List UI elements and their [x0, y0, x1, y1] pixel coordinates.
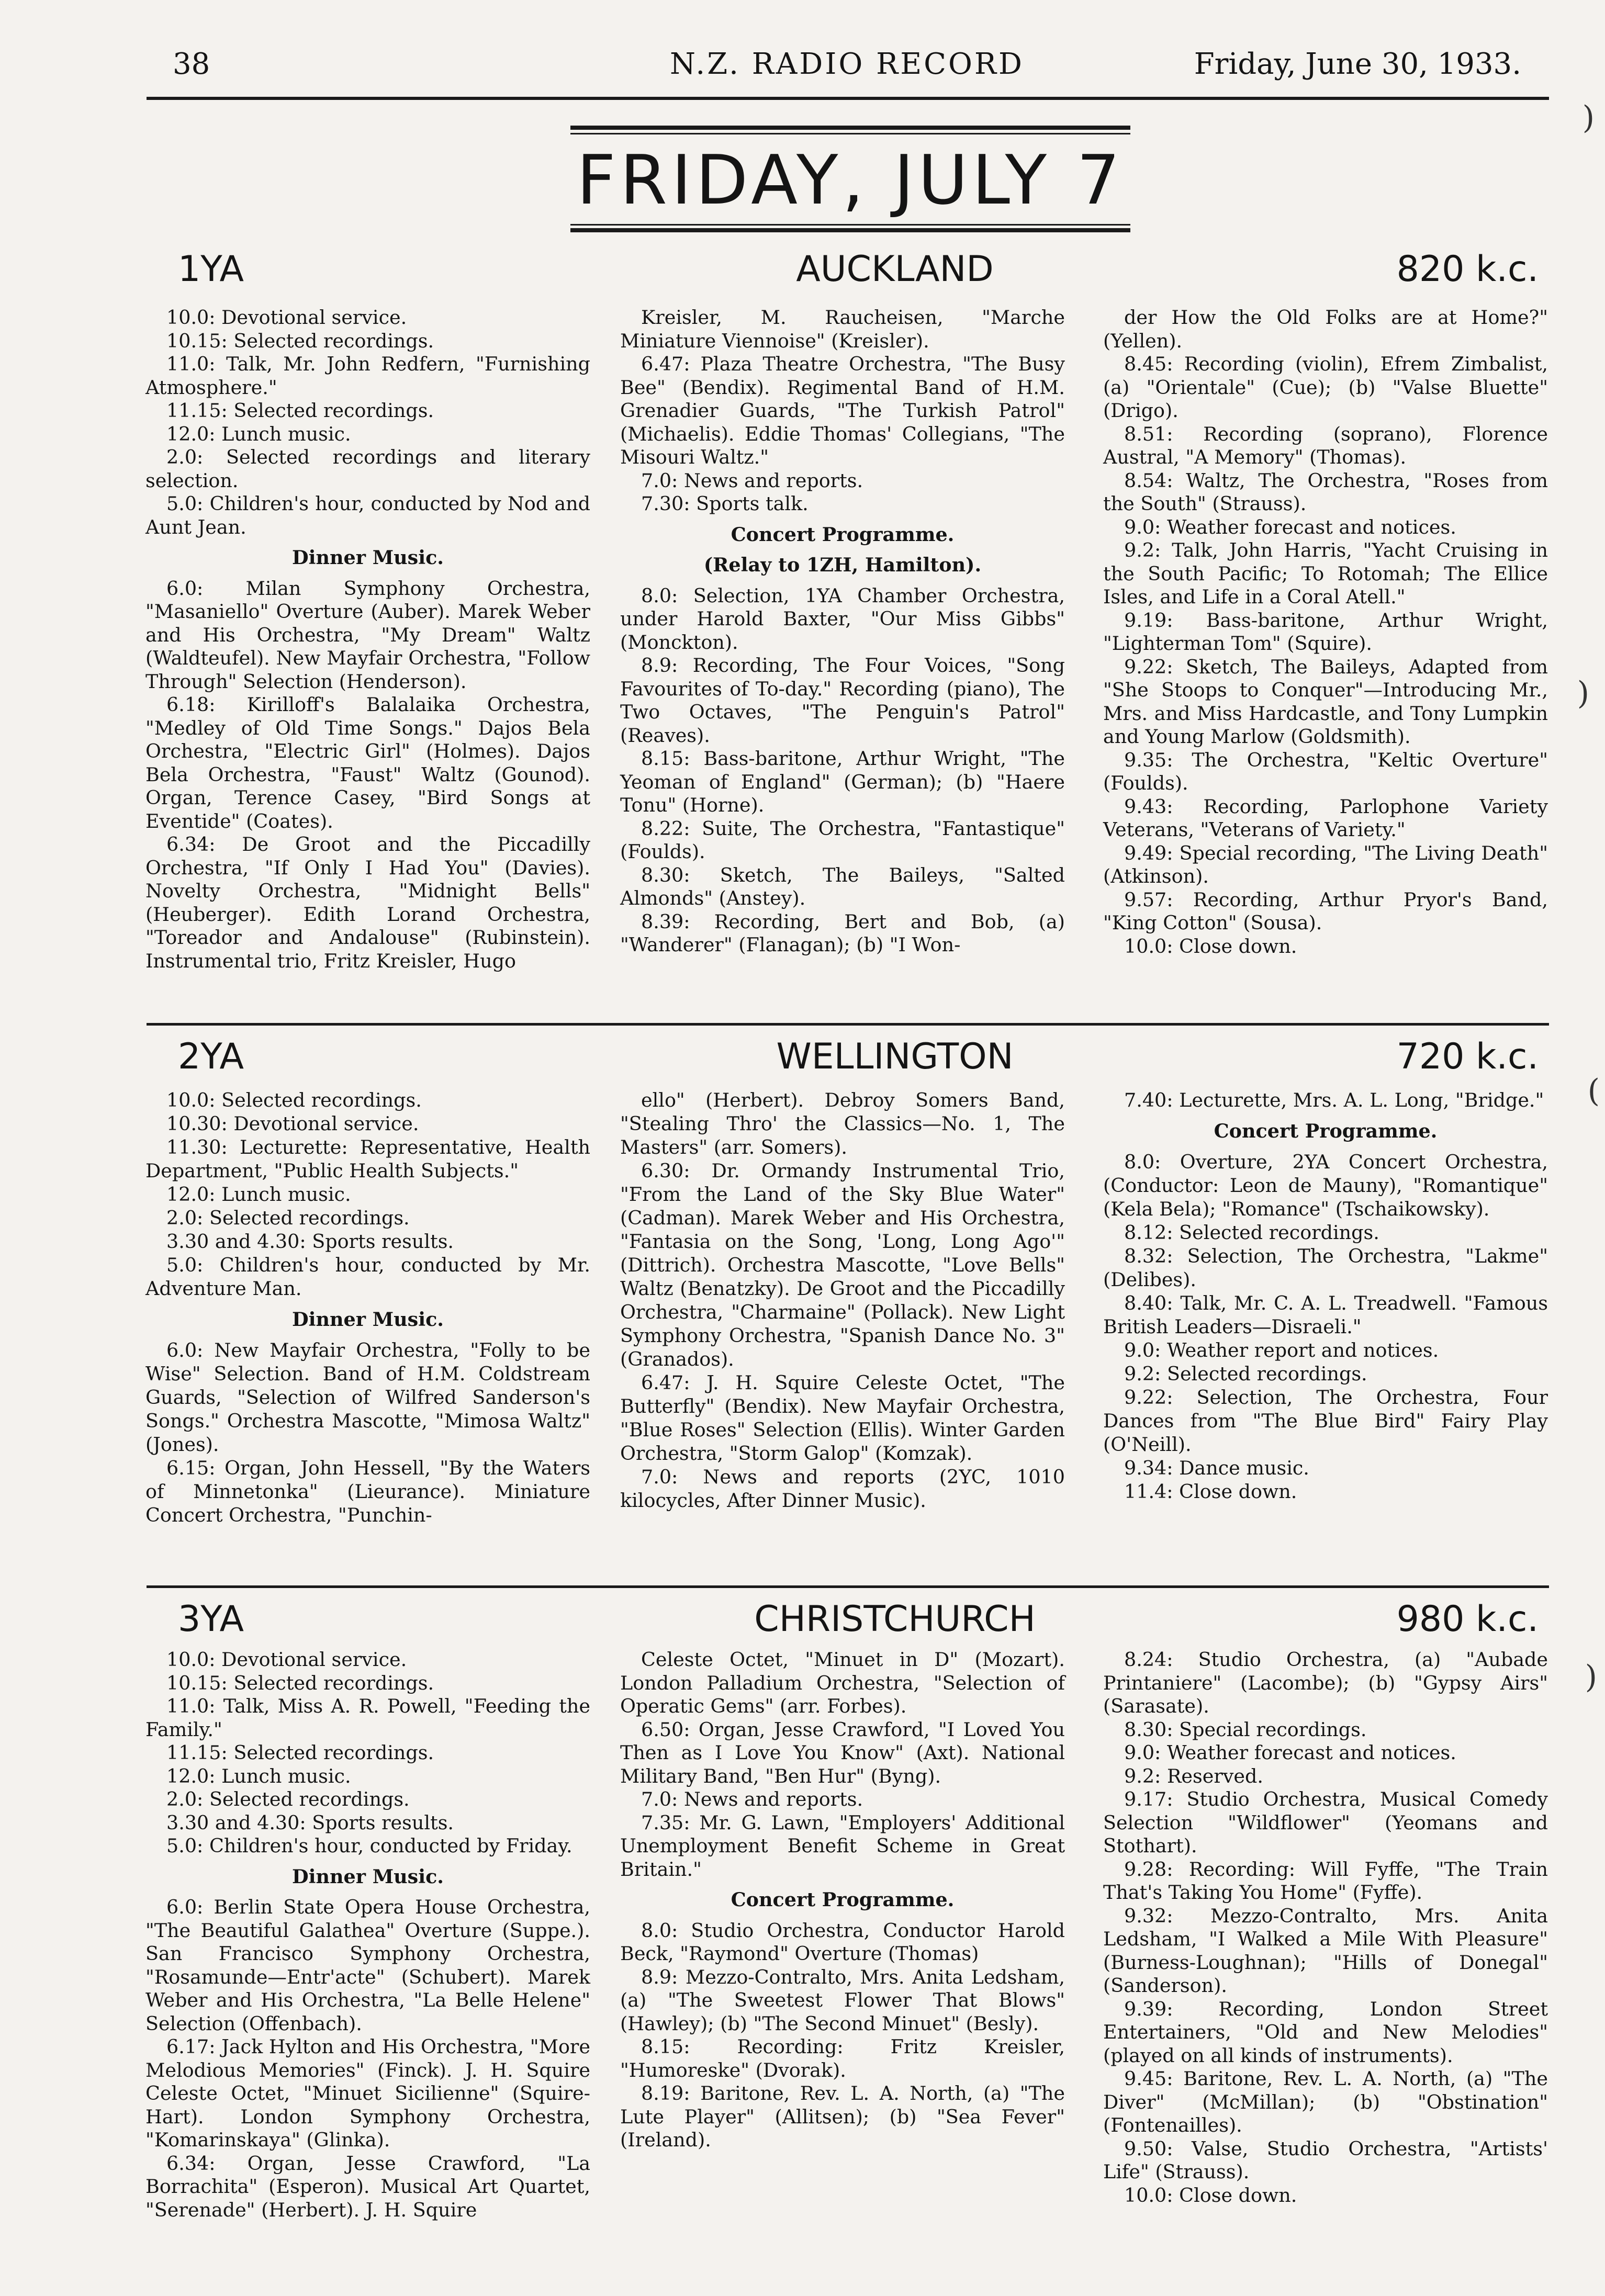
programme-entry: 8.54: Waltz, The Orchestra, "Roses from the South" (Strauss).: [1103, 469, 1548, 515]
programme-entry: 7.0: News and reports.: [641, 469, 863, 492]
programme-entry: 8.9: Mezzo-Contralto, Mrs. Anita Ledsham, (a) "The Sweetest Flower That Blows" (Hawley); (b) "The Second Minuet" (Besly).: [620, 1965, 1065, 2035]
programme-entry: 6.47: Plaza Theatre Orchestra, "The Busy Bee" (Bendix). Regimental Band of H.M. Grenadier Guards, "The Turkish Patrol" (Michaelis). Eddie Thomas' Collegians, "The Misouri Waltz.": [620, 353, 1065, 468]
publication-name: N.Z. RADIO RECORD: [670, 47, 1024, 81]
programme-entry: 6.0: New Mayfair Orchestra, "Folly to be Wise" Selection. Band of H.M. Coldstream Guards, "Selection of Wilfred Sanderson's Songs." Orchestra Mascotte, "Mimosa Waltz" (Jones).: [145, 1339, 590, 1456]
station-frequency: 820 k.c.: [1396, 249, 1539, 290]
title-rule-bottom-thin: [570, 224, 1130, 226]
programme-subheading: Dinner Music.: [291, 1865, 444, 1888]
programme-entry: 9.34: Dance music.: [1124, 1457, 1309, 1479]
programme-entry: 11.30: Lecturette: Representative, Health Department, "Public Health Subjects.": [145, 1136, 590, 1182]
programme-subheading: (Relay to 1ZH, Hamilton).: [703, 554, 982, 576]
header-rule: [147, 97, 1549, 100]
programme-entry: 6.0: Berlin State Opera House Orchestra, "The Beautiful Galathea" Overture (Suppe.). San Francisco Symphony Orchestra, "Rosamunde—Entr'acte" (Schubert). Marek Weber and His Orchestra, "La Belle Helene" Selection (Offenbach).: [145, 1896, 590, 2035]
programme-entry: 8.12: Selected recordings.: [1124, 1221, 1379, 1244]
programme-entry: 9.17: Studio Orchestra, Musical Comedy Selection "Wildflower" (Yeomans and Stothart).: [1103, 1788, 1548, 1857]
scan-edge-mark: ): [1585, 1659, 1597, 1695]
programme-entry: 6.18: Kirilloff's Balalaika Orchestra, "Medley of Old Time Songs." Dajos Bela Orchestra, "Electric Girl" (Holmes). Dajos Bela Orchestra, "Faust" Waltz (Gounod). Organ, Terence Casey, "Bird Songs at Eventide" (Coates).: [145, 693, 590, 832]
issue-date: Friday, June 30, 1933.: [1194, 47, 1521, 81]
programme-entry: 6.47: J. H. Squire Celeste Octet, "The Butterfly" (Bendix). New Mayfair Orchestra, "Blue Roses" Selection (Ellis). Winter Garden Orchestra, "Storm Galop" (Komzak).: [620, 1371, 1065, 1465]
programme-entry: 8.32: Selection, The Orchestra, "Lakme" (Delibes).: [1103, 1245, 1548, 1291]
programme-entry: 9.28: Recording: Will Fyffe, "The Train That's Taking You Home" (Fyffe).: [1103, 1858, 1548, 1904]
programme-entry: 8.19: Baritone, Rev. L. A. North, (a) "The Lute Player" (Allitsen); (b) "Sea Fever" (Ireland).: [620, 2082, 1065, 2151]
station-city: WELLINGTON: [776, 1036, 1014, 1077]
programme-column-3ya-2: [620, 1648, 1065, 2152]
programme-entry: Celeste Octet, "Minuet in D" (Mozart). London Palladium Orchestra, "Selection of Operatic Gems" (arr. Forbes).: [620, 1648, 1065, 1717]
programme-subheading: Dinner Music.: [291, 546, 444, 569]
programme-entry: 6.30: Dr. Ormandy Instrumental Trio, "From the Land of the Sky Blue Water" (Cadman). Marek Weber and His Orchestra, "Fantasia on the Song, 'Long, Long Ago'" (Dittrich). Orchestra Mascotte, "Love Bells" Waltz (Benatzky). De Groot and the Piccadilly Orchestra, "Charmaine" (Pollack). New Light Symphony Orchestra, "Spanish Dance No. 3" (Granados).: [620, 1160, 1065, 1370]
programme-entry: 5.0: Children's hour, conducted by Friday.: [166, 1834, 573, 1857]
programme-entry: 9.0: Weather forecast and notices.: [1124, 1741, 1456, 1764]
programme-entry: 10.15: Selected recordings.: [166, 1671, 434, 1694]
programme-entry: 8.30: Sketch, The Baileys, "Salted Almonds" (Anstey).: [620, 863, 1065, 909]
programme-entry: 9.22: Selection, The Orchestra, Four Dances from "The Blue Bird" Fairy Play (O'Neill).: [1103, 1386, 1548, 1456]
programme-entry: 8.9: Recording, The Four Voices, "Song Favourites of To-day." Recording (piano), The Two Octaves, "The Penguin's Patrol" (Reaves).: [620, 654, 1065, 747]
programme-entry: 11.0: Talk, Miss A. R. Powell, "Feeding the Family.": [145, 1695, 590, 1741]
programme-column-1ya-1: [145, 306, 590, 973]
programme-column-2ya-1: [145, 1088, 590, 1527]
page-number: 38: [173, 47, 210, 81]
programme-entry: 5.0: Children's hour, conducted by Mr. Adventure Man.: [145, 1254, 590, 1300]
programme-entry: 10.0: Close down.: [1124, 2184, 1297, 2207]
programme-column-3ya-1: [145, 1648, 590, 2222]
programme-entry: 9.19: Bass-baritone, Arthur Wright, "Lighterman Tom" (Squire).: [1103, 609, 1548, 655]
programme-entry: 3.30 and 4.30: Sports results.: [166, 1230, 454, 1253]
programme-entry: 6.17: Jack Hylton and His Orchestra, "More Melodious Memories" (Finck). J. H. Squire Celeste Octet, "Minuet Sicilienne" (Squire-Hart). London Symphony Orchestra, "Komarinskaya" (Glinka).: [145, 2035, 590, 2151]
title-rule-top: [570, 126, 1130, 130]
programme-entry: Kreisler, M. Raucheisen, "Marche Miniature Viennoise" (Kreisler).: [620, 306, 1065, 352]
programme-entry: 10.0: Devotional service.: [166, 306, 407, 329]
programme-entry: 2.0: Selected recordings.: [166, 1207, 410, 1229]
programme-entry: 12.0: Lunch music.: [166, 1183, 351, 1206]
programme-entry: 9.2: Selected recordings.: [1124, 1363, 1367, 1385]
programme-entry: 10.30: Devotional service.: [166, 1112, 419, 1135]
programme-entry: 11.15: Selected recordings.: [166, 1741, 434, 1764]
programme-entry: 11.4: Close down.: [1124, 1480, 1297, 1503]
scan-edge-mark: (: [1587, 1073, 1600, 1109]
programme-entry: 8.39: Recording, Bert and Bob, (a) "Wanderer" (Flanagan); (b) "I Won-: [620, 910, 1065, 956]
programme-entry: 3.30 and 4.30: Sports results.: [166, 1811, 454, 1834]
page-header: [157, 42, 1532, 84]
programme-entry: 7.0: News and reports.: [641, 1788, 863, 1810]
programme-entry: 11.0: Talk, Mr. John Redfern, "Furnishing Atmosphere.": [145, 353, 590, 399]
station-header-2ya: [178, 1031, 1539, 1083]
programme-entry: 7.0: News and reports (2YC, 1010 kilocycles, After Dinner Music).: [620, 1466, 1065, 1512]
programme-entry: 2.0: Selected recordings and literary selection.: [145, 446, 590, 492]
station-city: CHRISTCHURCH: [754, 1599, 1036, 1640]
programme-entry: 9.57: Recording, Arthur Pryor's Band, "King Cotton" (Sousa).: [1103, 888, 1548, 934]
programme-entry: 9.50: Valse, Studio Orchestra, "Artists' Life" (Strauss).: [1103, 2137, 1548, 2183]
programme-entry: 7.35: Mr. G. Lawn, "Employers' Additional Unemployment Benefit Scheme in Great Britain.": [620, 1811, 1065, 1881]
programme-entry: 8.22: Suite, The Orchestra, "Fantastique" (Foulds).: [620, 817, 1065, 863]
programme-column-2ya-3: [1103, 1088, 1548, 1503]
programme-entry: 9.2: Reserved.: [1124, 1764, 1263, 1787]
programme-entry: der How the Old Folks are at Home?" (Yellen).: [1103, 306, 1548, 352]
programme-entry: 11.15: Selected recordings.: [166, 399, 434, 422]
programme-entry: 10.15: Selected recordings.: [166, 329, 434, 352]
programme-entry: 8.15: Bass-baritone, Arthur Wright, "The Yeoman of England" (German); (b) "Haere Tonu" (Horne).: [620, 747, 1065, 816]
station-header-3ya: [178, 1593, 1539, 1646]
programme-entry: 8.0: Selection, 1YA Chamber Orchestra, under Harold Baxter, "Our Miss Gibbs" (Monckton).: [620, 584, 1065, 654]
station-frequency: 980 k.c.: [1396, 1599, 1539, 1640]
programme-entry: 10.0: Selected recordings.: [166, 1089, 422, 1111]
programme-entry: 12.0: Lunch music.: [166, 1764, 351, 1787]
programme-entry: 9.0: Weather forecast and notices.: [1124, 515, 1456, 538]
programme-entry: 9.49: Special recording, "The Living Death" (Atkinson).: [1103, 841, 1548, 887]
programme-entry: 6.34: De Groot and the Piccadilly Orchestra, "If Only I Had You" (Davies). Novelty Orchestra, "Midnight Bells" (Heuberger). Edith Lorand Orchestra, "Toreador and Andalouse" (Rubinstein). Instrumental trio, Fritz Kreisler, Hugo: [145, 833, 590, 972]
title-rule-bottom: [570, 228, 1130, 232]
programme-entry: 6.0: Milan Symphony Orchestra, "Masaniello" Overture (Auber). Marek Weber and His Orchestra, "My Dream" Waltz (Waldteufel). New Mayfair Orchestra, "Follow Through" Selection (Henderson).: [145, 577, 590, 693]
section-rule-1: [147, 1023, 1549, 1026]
station-callsign: 3YA: [178, 1599, 244, 1640]
programme-subheading: Concert Programme.: [731, 523, 955, 546]
station-header-1ya: [178, 243, 1539, 296]
programme-subheading: Concert Programme.: [731, 1888, 955, 1911]
scan-edge-mark: ): [1577, 675, 1589, 712]
programme-entry: 9.35: The Orchestra, "Keltic Overture" (Foulds).: [1103, 748, 1548, 794]
title-rule-top-thin: [570, 133, 1130, 134]
programme-subheading: Dinner Music.: [291, 1308, 444, 1331]
programme-entry: 7.30: Sports talk.: [641, 492, 809, 515]
section-rule-2: [147, 1585, 1549, 1588]
programme-entry: 9.45: Baritone, Rev. L. A. North, (a) "The Diver" (McMillan); (b) "Obstination" (Fontenailles).: [1103, 2067, 1548, 2136]
station-city: AUCKLAND: [796, 249, 994, 290]
programme-entry: 8.40: Talk, Mr. C. A. L. Treadwell. "Famous British Leaders—Disraeli.": [1103, 1292, 1548, 1338]
programme-entry: 12.0: Lunch music.: [166, 422, 351, 445]
programme-entry: 10.0: Close down.: [1124, 935, 1297, 958]
programme-entry: 9.43: Recording, Parlophone Variety Veterans, "Veterans of Variety.": [1103, 795, 1548, 841]
programme-entry: 9.22: Sketch, The Baileys, Adapted from "She Stoops to Conquer"—Introducing Mr., Mrs. and Miss Hardcastle, and Tony Lumpkin and Young Marlow (Goldsmith).: [1103, 655, 1548, 748]
programme-subheading: Concert Programme.: [1214, 1120, 1438, 1142]
programme-column-1ya-3: [1103, 306, 1548, 958]
station-frequency: 720 k.c.: [1396, 1036, 1539, 1077]
station-callsign: 2YA: [178, 1036, 244, 1077]
programme-entry: 8.51: Recording (soprano), Florence Austral, "A Memory" (Thomas).: [1103, 422, 1548, 468]
programme-entry: 9.2: Talk, John Harris, "Yacht Cruising in the South Pacific; To Rotomah; The Ellice Isles, and Life in a Coral Atell.": [1103, 539, 1548, 608]
programme-entry: ello" (Herbert). Debroy Somers Band, "Stealing Thro' the Classics—No. 1, The Masters" (arr. Somers).: [620, 1089, 1065, 1158]
day-title-box: [570, 126, 1130, 235]
programme-column-1ya-2: [620, 306, 1065, 957]
programme-entry: 2.0: Selected recordings.: [166, 1788, 410, 1810]
programme-entry: 9.32: Mezzo-Contralto, Mrs. Anita Ledsham, "I Walked a Mile With Pleasure" (Burness-Loughnan); "Hills of Donegal" (Sanderson).: [1103, 1904, 1548, 1997]
programme-entry: 8.45: Recording (violin), Efrem Zimbalist, (a) "Orientale" (Cue); (b) "Valse Bluette" (Drigo).: [1103, 353, 1548, 422]
programme-entry: 10.0: Devotional service.: [166, 1648, 407, 1671]
programme-entry: 9.0: Weather report and notices.: [1124, 1339, 1439, 1361]
programme-entry: 6.34: Organ, Jesse Crawford, "La Borrachita" (Esperon). Musical Art Quartet, "Serenade" (Herbert). J. H. Squire: [145, 2152, 590, 2221]
programme-entry: 7.40: Lecturette, Mrs. A. L. Long, "Bridge.": [1124, 1089, 1544, 1111]
programme-entry: 9.39: Recording, London Street Entertainers, "Old and New Melodies" (played on all kinds of instruments).: [1103, 1997, 1548, 2067]
day-title: FRIDAY, JULY 7: [576, 140, 1125, 220]
programme-column-3ya-3: [1103, 1648, 1548, 2207]
programme-entry: 6.15: Organ, John Hessell, "By the Waters of Minnetonka" (Lieurance). Miniature Concert Orchestra, "Punchin-: [145, 1457, 590, 1526]
programme-column-2ya-2: [620, 1088, 1065, 1512]
programme-entry: 5.0: Children's hour, conducted by Nod and Aunt Jean.: [145, 492, 590, 538]
programme-entry: 8.0: Overture, 2YA Concert Orchestra, (Conductor: Leon de Mauny), "Romantique" (Kela Bela); "Romance" (Tschaikowsky).: [1103, 1151, 1548, 1220]
programme-entry: 8.24: Studio Orchestra, (a) "Aubade Printaniere" (Lacombe); (b) "Gypsy Airs" (Sarasate).: [1103, 1648, 1548, 1717]
programme-entry: 8.30: Special recordings.: [1124, 1718, 1367, 1741]
programme-entry: 8.15: Recording: Fritz Kreisler, "Humoreske" (Dvorak).: [620, 2035, 1065, 2081]
station-callsign: 1YA: [178, 249, 244, 290]
programme-entry: 8.0: Studio Orchestra, Conductor Harold Beck, "Raymond" Overture (Thomas): [620, 1919, 1065, 1965]
scan-edge-mark: ): [1582, 99, 1595, 136]
programme-entry: 6.50: Organ, Jesse Crawford, "I Loved You Then as I Love You Know" (Axt). National Military Band, "Ben Hur" (Byng).: [620, 1718, 1065, 1787]
